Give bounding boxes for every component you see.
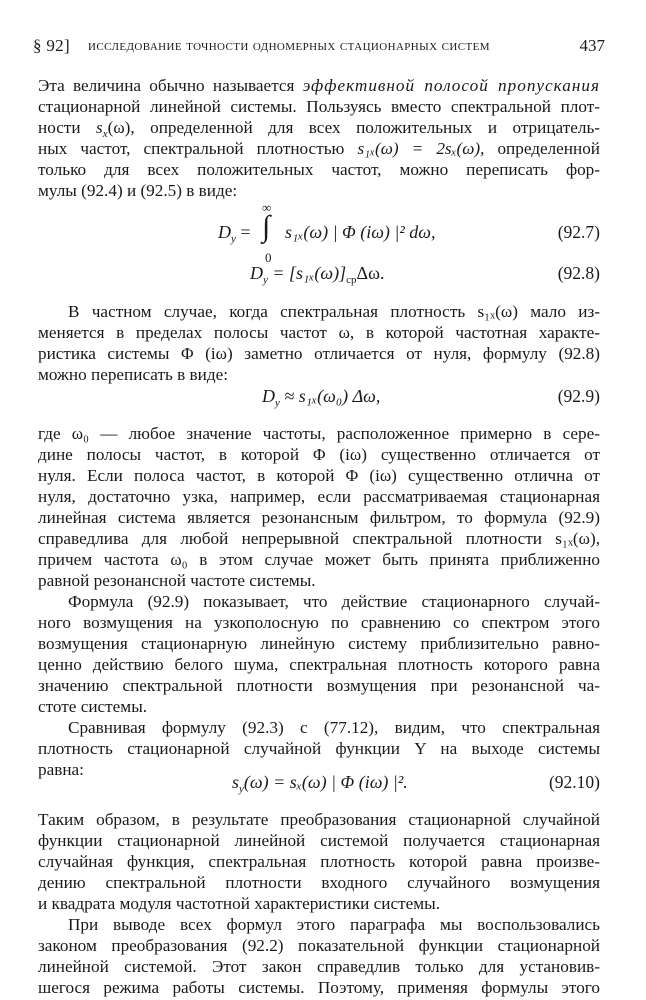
text-line: Таким образом, в результате преобразования стационарной случайной <box>38 810 600 829</box>
text-line: меняется в пределах полосы частот ω, в которой частотная характе- <box>38 323 600 342</box>
equation-92-9: $D_y \approx s_{1x}(\omega_0)$ Δω, <box>262 386 381 409</box>
text-line: стоте системы. <box>38 697 148 716</box>
text-line: где ω₀ — любое значение частоты, расположенное примерно в сере- <box>38 424 600 443</box>
equation-92-7-integrand: s₁ₓ(ω) | Φ (iω) |² dω, <box>285 222 436 242</box>
running-title: исследование точности одномерных стационарных систем <box>88 38 490 54</box>
text-line: ных частот, спектральной плотностью s₁ₓ(ω) = 2sₓ(ω), определенной <box>38 139 600 158</box>
text-line: законом преобразования (92.2) показательной функции стационарной <box>38 936 600 955</box>
equation-number: (92.8) <box>557 263 600 283</box>
text-line: ности $s_x(\omega)$, определенной для всех положительных и отрицатель- <box>38 118 601 140</box>
equation-92-7-lhs: $D_y$ = <box>218 222 251 245</box>
text-line: и квадрата модуля частотной характеристики системы. <box>38 894 440 913</box>
page-number: 437 <box>579 36 605 55</box>
text-line: мулы (92.4) и (92.5) в виде: <box>38 181 238 200</box>
text-line: равной резонансной частоте системы. <box>38 571 316 590</box>
text-line: Эта величина обычно называется эффективной полосой пропускания <box>38 76 600 95</box>
equation-number: (92.10) <box>548 772 600 792</box>
text-line: линейной системой. Этот закон справедлив только для установив- <box>38 957 600 976</box>
text-line: равна: <box>38 760 84 779</box>
running-header <box>33 36 605 62</box>
integral-lower-limit: 0 <box>265 250 272 265</box>
text-line: дению спектральной плотности входного случайного возмущения <box>38 873 600 892</box>
text-line: шегося режима работы системы. Поэтому, применяя формулы этого <box>38 978 600 997</box>
text-line: справедлива для любой непрерывной спектральной плотности s₁ₓ(ω), <box>38 529 600 548</box>
text-line: плотность стационарной случайной функции Y на выходе системы <box>38 739 600 758</box>
text-line: значению спектральной плотности возмущения при резонансной ча- <box>38 676 600 695</box>
text-line: стационарной линейной системы. Пользуясь вместо спектральной плот- <box>38 97 600 116</box>
integral-upper-limit: ∞ <box>262 200 272 215</box>
text-line: только для всех положительных частот, можно переписать фор- <box>38 160 600 179</box>
text-line: линейная система является резонансным фильтром, то формула (92.9) <box>38 508 600 527</box>
text-line: возмущения стационарную линейную систему приблизительно равно- <box>38 634 600 653</box>
text-line: причем частота ω₀ в этом случае может быть принята приближенно <box>38 550 600 569</box>
text-line: Формула (92.9) показывает, что действие стационарного случай- <box>68 592 600 611</box>
equation-number: (92.9) <box>557 386 600 406</box>
equation-number: (92.7) <box>557 222 600 242</box>
text-line: можно переписать в виде: <box>38 365 228 384</box>
text-line: случайная функция, спектральная плотность которой равна произве- <box>38 852 600 871</box>
text-line: ристика системы Φ (iω) заметно отличается от нуля, формулу (92.8) <box>38 344 600 363</box>
emphasis: эффективной полосой пропускания <box>302 76 600 95</box>
text-line: В частном случае, когда спектральная плотность s₁ₓ(ω) мало из- <box>68 302 600 321</box>
text-line: нуля, достаточно узка, например, если рассматриваемая стационарная <box>38 487 600 506</box>
text-line: Сравнивая формулу (92.3) с (77.12), видим, что спектральная <box>68 718 600 737</box>
text-line: нуля. Если полоса частот, в которой Φ (iω) существенно отлична от <box>38 466 600 485</box>
integral-sign: ∫ <box>262 210 271 243</box>
text-line: ного возмущения на узкополосную по сравнению со спектром этого <box>38 613 600 632</box>
text-line: При выводе всех формул этого параграфа мы воспользовались <box>68 915 600 934</box>
text-line: функции стационарной линейной системой получается стационарная <box>38 831 600 850</box>
text-line: ценно действию белого шума, спектральная плотность которого равна <box>38 655 600 674</box>
section-mark: § 92] <box>33 36 70 55</box>
equation-92-10: $s_y(\omega) = s_x(\omega)$ | Φ (iω) |². <box>232 772 408 795</box>
equation-92-8: $D_y = [s_{1x}(\omega)]_{ср}\Delta\omega$. <box>250 263 385 286</box>
text-line: дине полосы частот, в которой Φ (iω) существенно отличается от <box>38 445 600 464</box>
